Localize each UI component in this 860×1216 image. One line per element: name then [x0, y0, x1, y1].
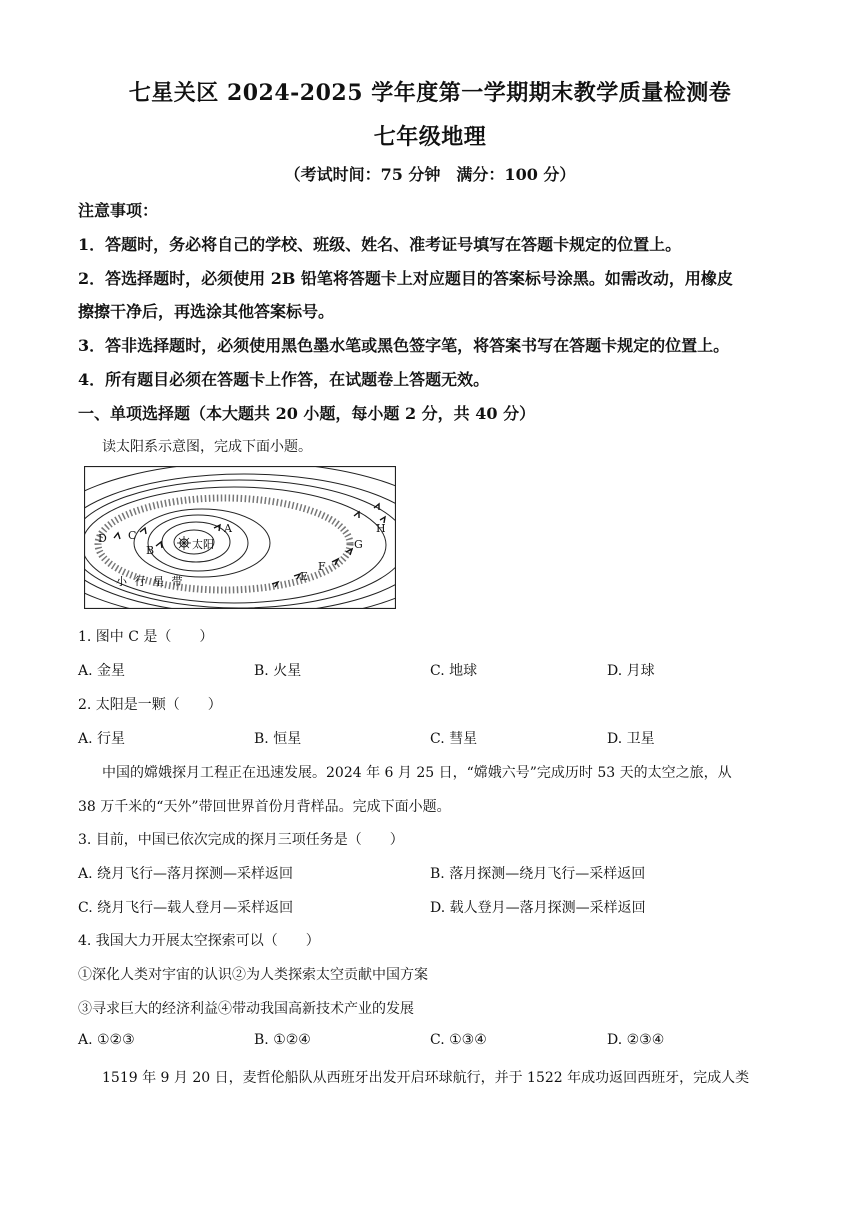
intro-change6-line1: 中国的嫦娥探月工程正在迅速发展。2024 年 6 月 25 日，“嫦娥六号”完成历时 53 天的太空之旅，从: [102, 765, 732, 781]
planet-label-g: G: [354, 538, 363, 551]
question-1-option-d[interactable]: D. 月球: [607, 663, 655, 679]
notice-item-4: 4．所有题目必须在答题卡上作答，在试题卷上答题无效。: [78, 370, 490, 389]
question-1-option-b[interactable]: B. 火星: [254, 663, 302, 679]
exam-subject: 七年级地理: [373, 124, 487, 150]
planet-label-b: B: [146, 544, 155, 557]
question-4-option-a[interactable]: A. ①②③: [78, 1032, 135, 1048]
question-4-option-b[interactable]: B. ①②④: [254, 1032, 311, 1048]
question-4-option-d[interactable]: D. ②③④: [607, 1032, 665, 1048]
sun-icon: [177, 536, 191, 550]
question-2-option-c[interactable]: C. 彗星: [430, 731, 478, 747]
question-2-option-d[interactable]: D. 卫星: [607, 731, 655, 747]
question-3-option-b[interactable]: B. 落月探测—绕月飞行—采样返回: [430, 866, 646, 882]
sun-label: 太阳: [192, 538, 214, 551]
question-2-option-b[interactable]: B. 恒星: [254, 731, 302, 747]
question-4-choices-line2: ③寻求巨大的经济利益④带动我国高新技术产业的发展: [78, 1001, 414, 1017]
question-3-option-d[interactable]: D. 载人登月—落月探测—采样返回: [430, 900, 646, 916]
intro-magellan: 1519 年 9 月 20 日，麦哲伦船队从西班牙出发开启环球航行，并于 1522 年成功返回西班牙，完成人类: [102, 1070, 750, 1086]
question-2-stem: 2. 太阳是一颗（ ）: [78, 697, 222, 713]
question-3-stem: 3. 目前，中国已依次完成的探月三项任务是（ ）: [78, 832, 404, 848]
planet-label-h: H: [376, 522, 386, 535]
notice-heading: 注意事项：: [78, 201, 159, 220]
solar-system-figure: [84, 466, 396, 609]
question-3-option-c[interactable]: C. 绕月飞行—载人登月—采样返回: [78, 900, 294, 916]
question-1-stem: 1. 图中 C 是（ ）: [78, 629, 214, 645]
planet-label-c: C: [128, 529, 137, 542]
question-4-option-c[interactable]: C. ①③④: [430, 1032, 487, 1048]
intro-change6-line2: 38 万千米的“天外”带回世界首份月背样品。完成下面小题。: [78, 799, 451, 815]
intro-solar-system: 读太阳系示意图，完成下面小题。: [102, 439, 312, 455]
planet-label-d: D: [98, 532, 107, 545]
question-1-option-c[interactable]: C. 地球: [430, 663, 478, 679]
question-4-choices-line1: ①深化人类对宇宙的认识②为人类探索太空贡献中国方案: [78, 967, 428, 983]
question-1-option-a[interactable]: A. 金星: [78, 663, 126, 679]
question-2-option-a[interactable]: A. 行星: [78, 731, 126, 747]
asteroid-belt-label: 小 行 星 带: [116, 575, 185, 588]
planet-label-a: A: [224, 522, 232, 535]
question-4-stem: 4. 我国大力开展太空探索可以（ ）: [78, 933, 320, 949]
section-heading: 一、单项选择题（本大题共 20 小题，每小题 2 分，共 40 分）: [78, 404, 536, 423]
exam-title: 七星关区 2024-2025 学年度第一学期期末教学质量检测卷: [128, 80, 732, 106]
notice-item-1: 1．答题时，务必将自己的学校、班级、姓名、准考证号填写在答题卡规定的位置上。: [78, 235, 682, 254]
planet-label-f: F: [318, 560, 326, 573]
notice-item-2-cont: 擦擦干净后，再选涂其他答案标号。: [78, 302, 335, 321]
question-3-option-a[interactable]: A. 绕月飞行—落月探测—采样返回: [78, 866, 294, 882]
planet-label-e: E: [300, 570, 309, 583]
notice-item-2: 2．答选择题时，必须使用 2B 铅笔将答题卡上对应题目的答案标号涂黑。如需改动，用橡皮: [78, 269, 733, 288]
notice-item-3: 3．答非选择题时，必须使用黑色墨水笔或黑色签字笔，将答案书写在答题卡规定的位置上。: [78, 336, 730, 355]
exam-info: （考试时间：75 分钟 满分：100 分）: [284, 165, 576, 184]
